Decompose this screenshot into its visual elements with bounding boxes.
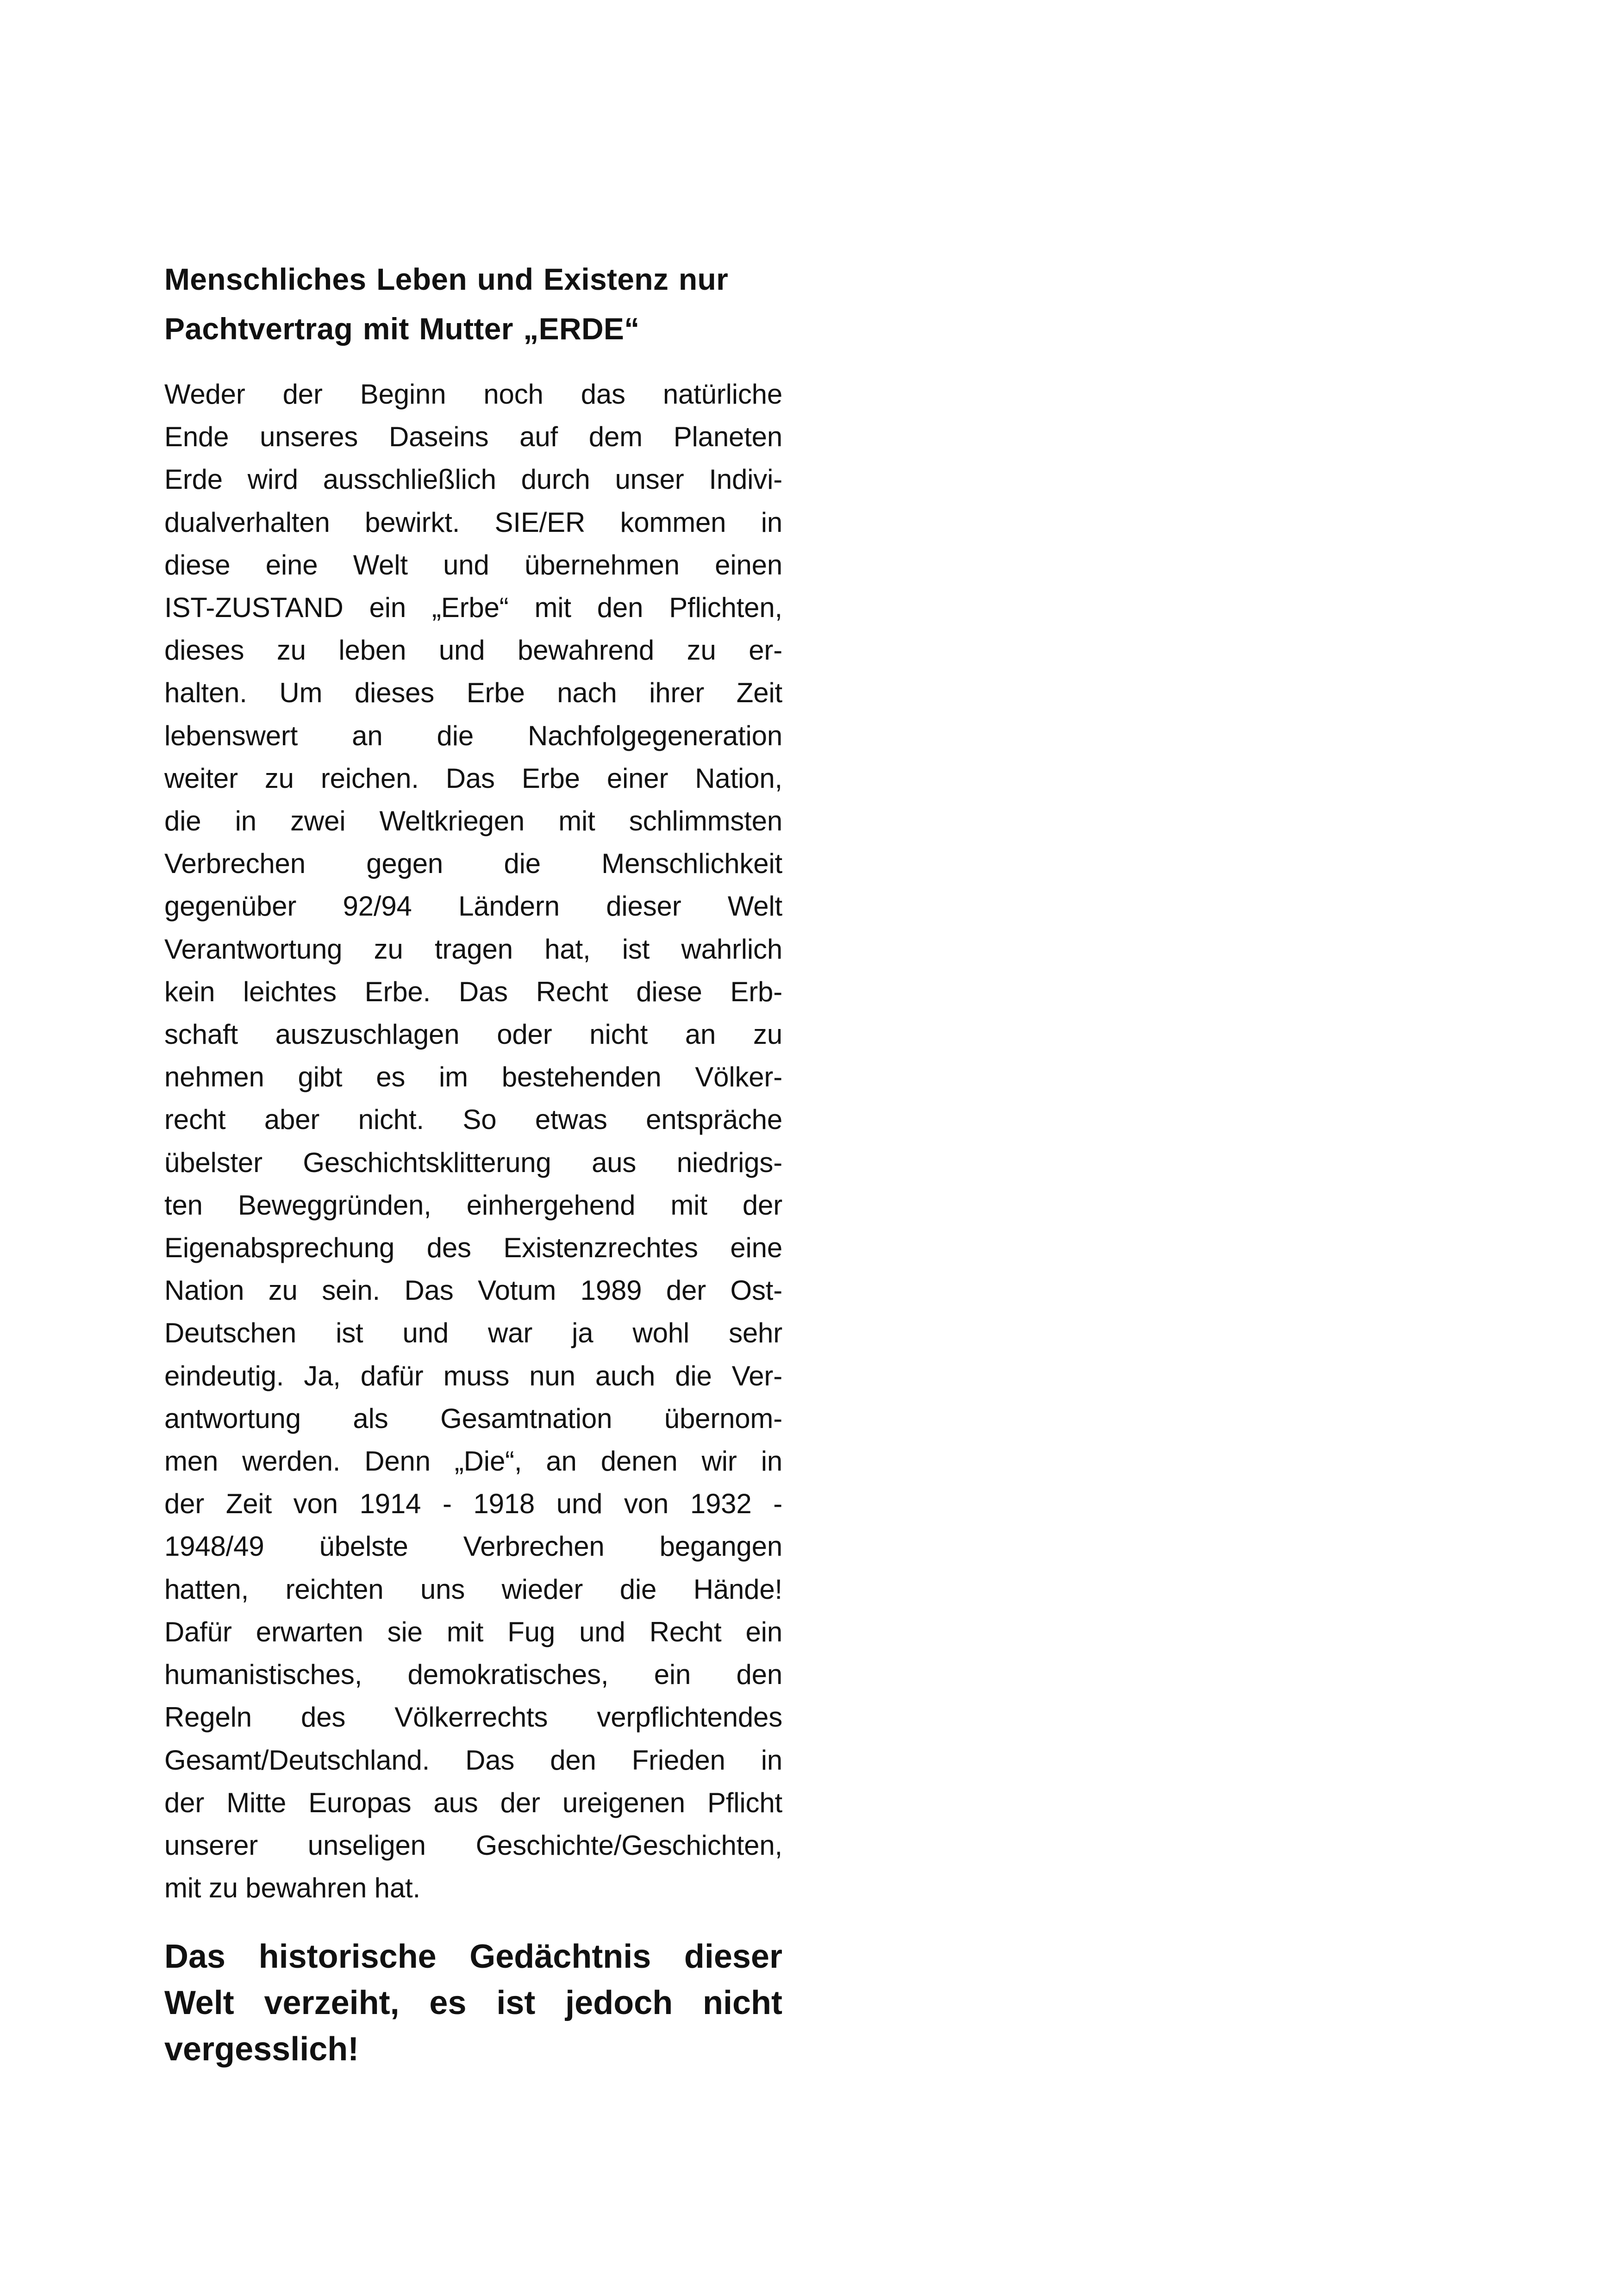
body-line: Erde wird ausschließlich durch unser Indivi- — [164, 464, 782, 495]
body-line: weiter zu reichen. Das Erbe einer Nation, — [164, 762, 782, 794]
body-line: dualverhalten bewirkt. SIE/ER kommen in — [164, 506, 782, 538]
body-line: übelster Geschichtsklitterung aus niedrigs- — [164, 1147, 782, 1178]
body-line: Ende unseres Daseins auf dem Planeten — [164, 421, 782, 453]
body-line: antwortung als Gesamtnation übernom- — [164, 1403, 782, 1434]
body-line: Dafür erwarten sie mit Fug und Recht ein — [164, 1616, 782, 1647]
body-line: eindeutig. Ja, dafür muss nun auch die Ver- — [164, 1360, 782, 1391]
article-heading — [164, 255, 782, 354]
closing-line: vergesslich! — [164, 2031, 359, 2068]
closing-statement — [164, 1933, 782, 2072]
body-line: der Mitte Europas aus der ureigenen Pflicht — [164, 1787, 782, 1818]
body-line: lebenswert an die Nachfolgegeneration — [164, 720, 782, 751]
body-line: humanistisches, demokratisches, ein den — [164, 1659, 782, 1690]
body-line: Gesamt/Deutschland. Das den Frieden in — [164, 1744, 782, 1776]
body-line: recht aber nicht. So etwas entspräche — [164, 1104, 782, 1135]
body-line: Eigenabsprechung des Existenzrechtes eine — [164, 1232, 782, 1264]
closing-line: Welt verzeiht, es ist jedoch nicht — [164, 1984, 782, 2022]
body-line: gegenüber 92/94 Ländern dieser Welt — [164, 891, 782, 922]
body-line: schaft auszuschlagen oder nicht an zu — [164, 1019, 782, 1050]
body-line: mit zu bewahren hat. — [164, 1872, 420, 1904]
body-line: men werden. Denn „Die“, an denen wir in — [164, 1446, 782, 1477]
body-line: Regeln des Völkerrechts verpflichtendes — [164, 1702, 782, 1733]
body-line: hatten, reichten uns wieder die Hände! — [164, 1573, 782, 1605]
body-line: diese eine Welt und übernehmen einen — [164, 549, 782, 580]
body-line: ten Beweggründen, einhergehend mit der — [164, 1189, 782, 1221]
body-line: Verantwortung zu tragen hat, ist wahrlich — [164, 933, 782, 965]
body-line: unserer unseligen Geschichte/Geschichten, — [164, 1829, 782, 1861]
closing-line: Das historische Gedächtnis dieser — [164, 1938, 782, 1976]
article-body — [164, 373, 782, 1909]
body-line: 1948/49 übelste Verbrechen begangen — [164, 1531, 782, 1562]
body-line: IST-ZUSTAND ein „Erbe“ mit den Pflichten, — [164, 592, 782, 624]
heading-line: Pachtvertrag mit Mutter „ERDE“ — [164, 312, 640, 346]
body-line: Verbrechen gegen die Menschlichkeit — [164, 848, 782, 879]
body-line: Nation zu sein. Das Votum 1989 der Ost- — [164, 1275, 782, 1306]
body-line: dieses zu leben und bewahrend zu er- — [164, 635, 782, 666]
body-line: die in zwei Weltkriegen mit schlimmsten — [164, 805, 782, 837]
body-line: nehmen gibt es im bestehenden Völker- — [164, 1061, 782, 1093]
body-line: kein leichtes Erbe. Das Recht diese Erb- — [164, 976, 782, 1007]
body-line: Weder der Beginn noch das natürliche — [164, 379, 782, 410]
body-line: Deutschen ist und war ja wohl sehr — [164, 1317, 782, 1349]
body-line: der Zeit von 1914 - 1918 und von 1932 - — [164, 1488, 782, 1520]
heading-line: Menschliches Leben und Existenz nur — [164, 262, 729, 296]
body-line: halten. Um dieses Erbe nach ihrer Zeit — [164, 677, 782, 709]
text-column — [164, 255, 782, 2072]
